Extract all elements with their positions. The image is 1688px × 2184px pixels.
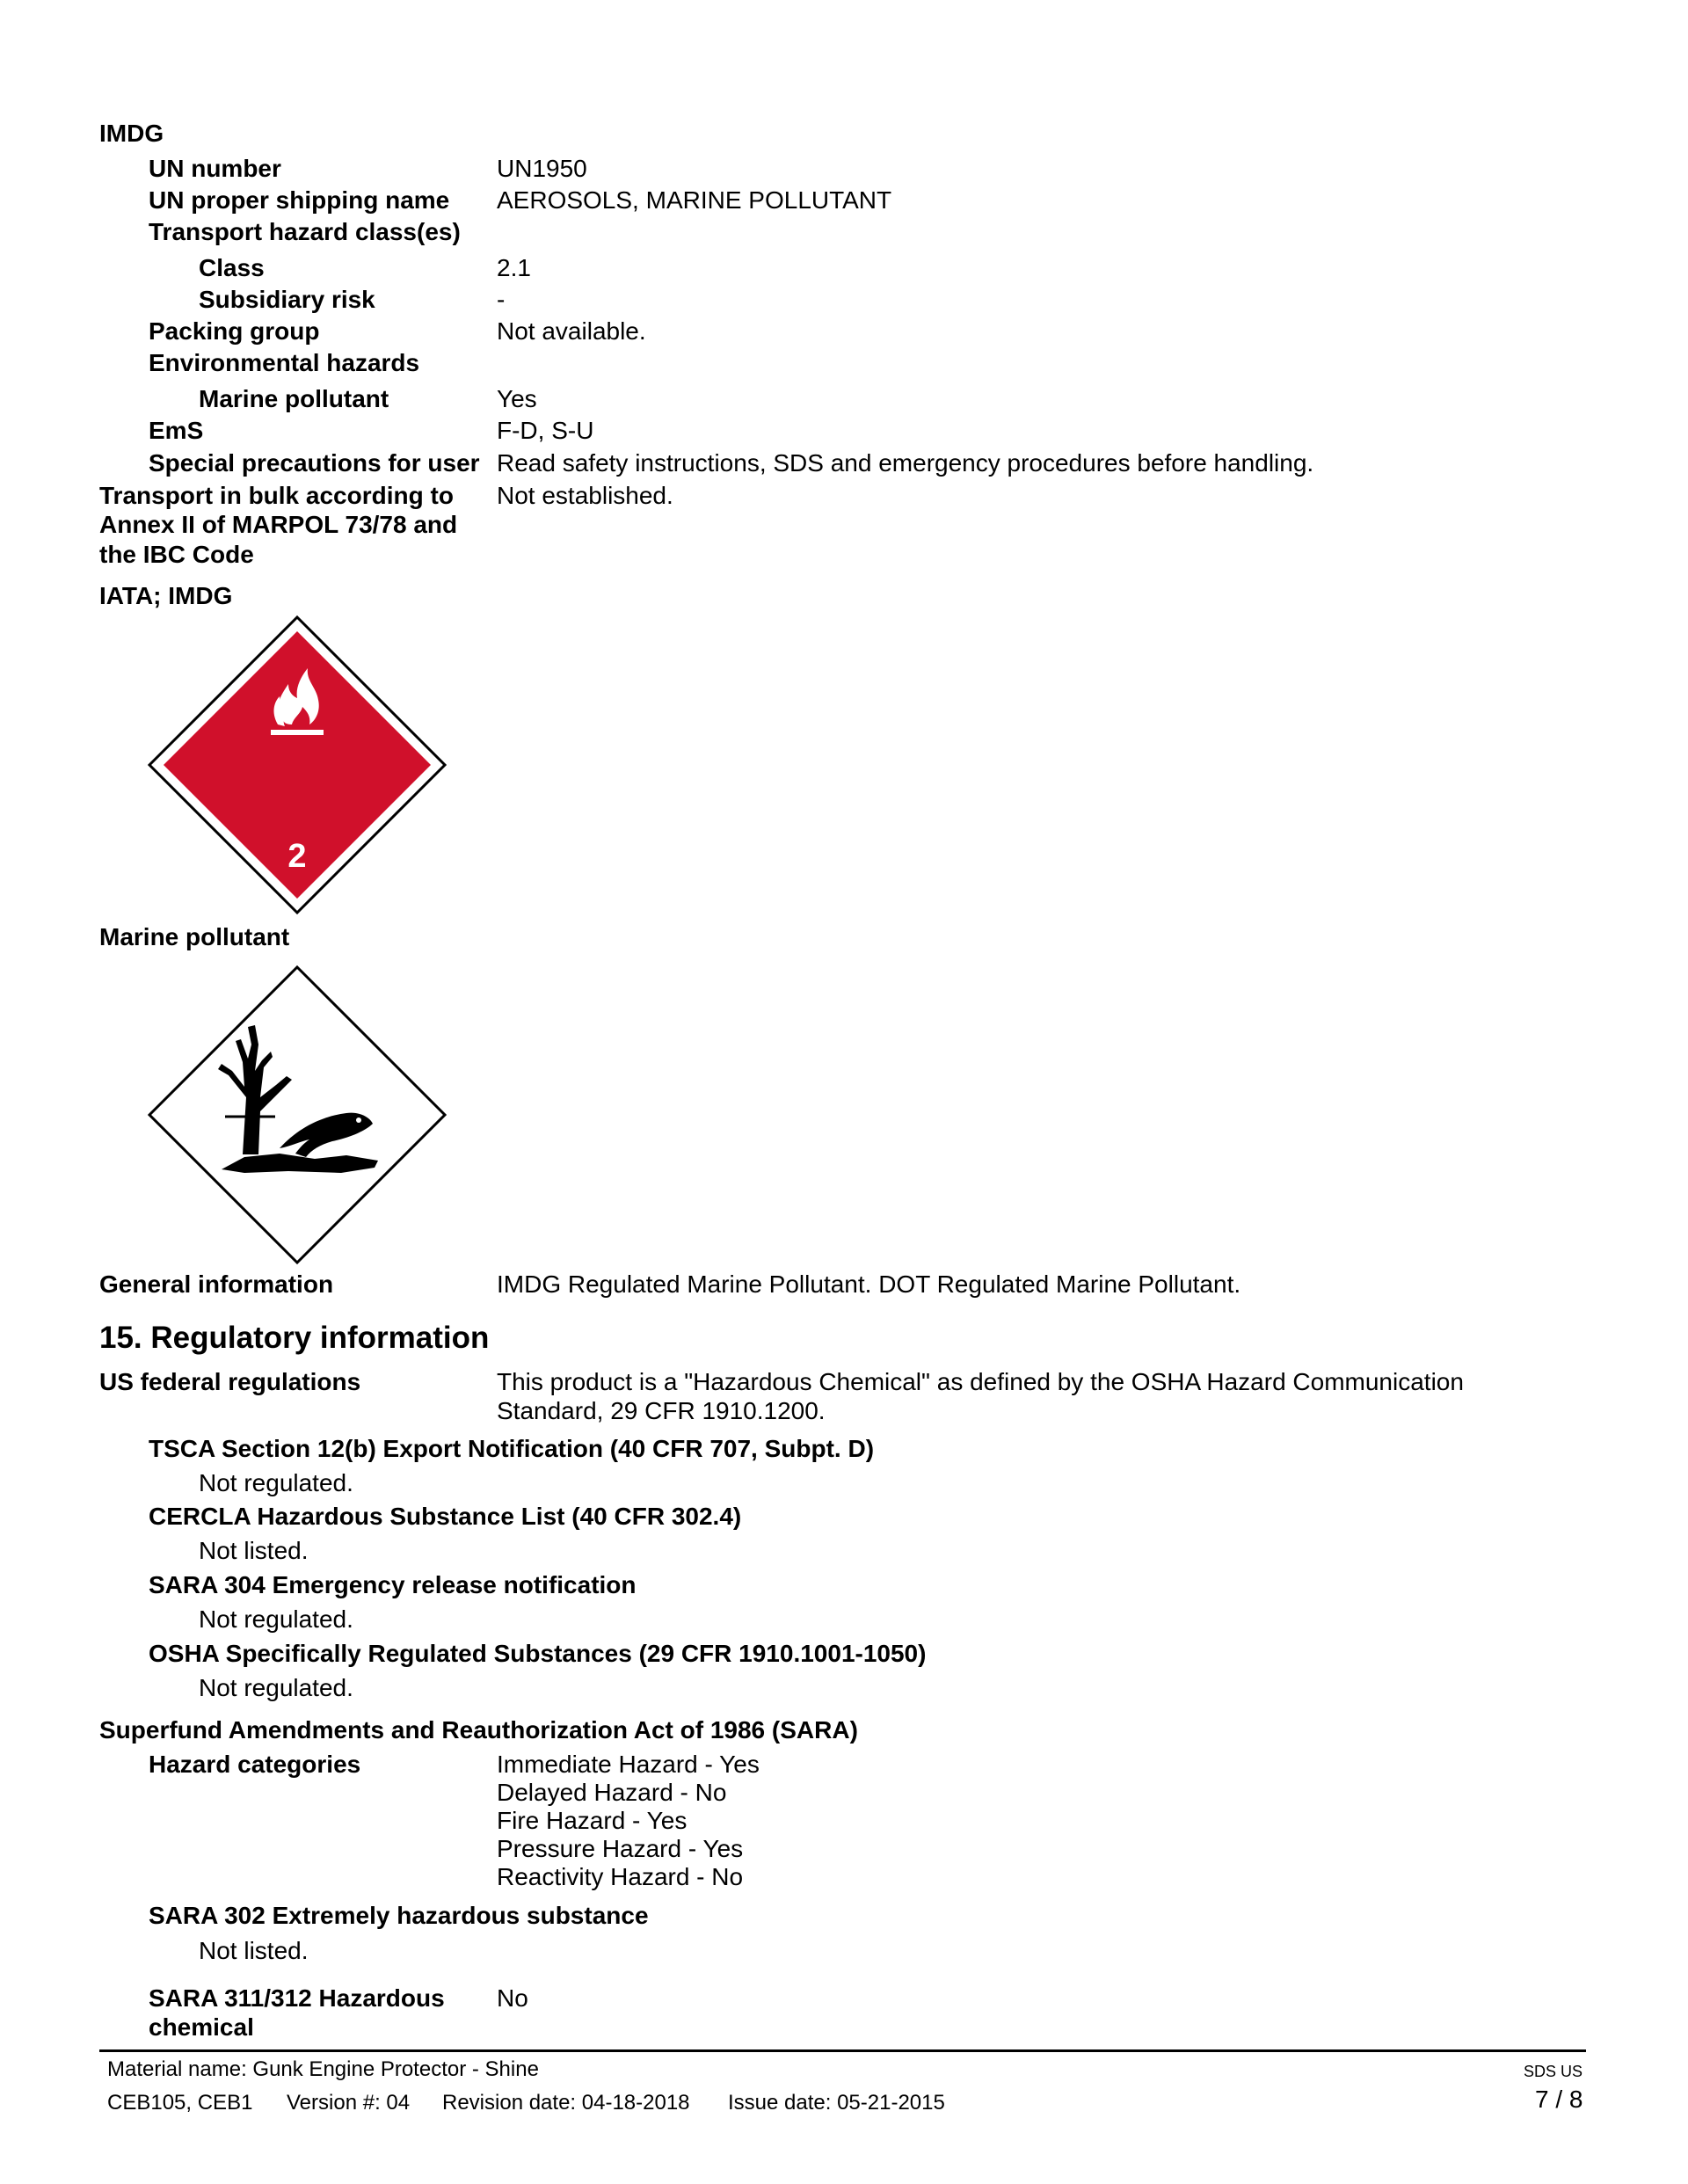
bulk-transport-value: Not established. (497, 482, 673, 509)
flammable-gas-diamond-icon (148, 615, 447, 914)
sara311-label-2: chemical (149, 2013, 254, 2041)
ems-label: EmS (149, 417, 204, 444)
bulk-transport-label-2: Annex II of MARPOL 73/78 and (99, 511, 458, 538)
marine-pollutant-value: Yes (497, 385, 537, 412)
flammable-gas-class-number: 2 (287, 838, 307, 875)
footer-revision: Revision date: 04-18-2018 (442, 2091, 690, 2115)
footer-page-number: 7 / 8 (1535, 2086, 1583, 2113)
shipping-name-value: AEROSOLS, MARINE POLLUTANT (497, 186, 892, 214)
env-hazards-heading: Environmental hazards (149, 349, 420, 376)
sara304-label: SARA 304 Emergency release notification (149, 1571, 637, 1598)
general-info-value: IMDG Regulated Marine Pollutant. DOT Regulated Marine Pollutant. (497, 1270, 1241, 1298)
bulk-transport-label-3: the IBC Code (99, 541, 254, 568)
general-info-label: General information (99, 1270, 334, 1298)
subsidiary-risk-value: - (497, 286, 506, 313)
shipping-name-label: UN proper shipping name (149, 186, 450, 214)
packing-group-value: Not available. (497, 317, 646, 345)
tsca-label: TSCA Section 12(b) Export Notification (40 CFR 707, Subpt. D) (149, 1435, 875, 1462)
osha-value: Not regulated. (199, 1674, 353, 1701)
sara302-value: Not listed. (199, 1937, 309, 1964)
footer-codes: CEB105, CEB1 (107, 2091, 253, 2115)
footer-divider (99, 2049, 1586, 2052)
footer-issue: Issue date: 05-21-2015 (728, 2091, 945, 2115)
un-number-label: UN number (149, 155, 281, 182)
sara311-label-1: SARA 311/312 Hazardous (149, 1984, 445, 2012)
un-number-value: UN1950 (497, 155, 587, 182)
hazard-category-4: Pressure Hazard - Yes (497, 1835, 744, 1862)
marine-pollutant-label: Marine pollutant (199, 385, 389, 412)
special-precautions-label: Special precautions for user (149, 449, 480, 477)
hazard-category-3: Fire Hazard - Yes (497, 1807, 688, 1834)
sara311-value: No (497, 1984, 528, 2012)
class-value: 2.1 (497, 254, 531, 281)
bulk-transport-label-1: Transport in bulk according to (99, 482, 454, 509)
ems-value: F-D, S-U (497, 417, 594, 444)
special-precautions-value: Read safety instructions, SDS and emergency procedures before handling. (497, 449, 1314, 477)
sara302-label: SARA 302 Extremely hazardous substance (149, 1902, 649, 1929)
hazard-category-5: Reactivity Hazard - No (497, 1863, 744, 1890)
subsidiary-risk-label: Subsidiary risk (199, 286, 375, 313)
us-federal-label: US federal regulations (99, 1368, 361, 1395)
footer-version: Version #: 04 (287, 2091, 411, 2115)
footer-sds: SDS US (1524, 2063, 1583, 2080)
hazard-category-1: Immediate Hazard - Yes (497, 1751, 760, 1778)
environment-hazard-diamond-icon (148, 965, 447, 1264)
cercla-label: CERCLA Hazardous Substance List (40 CFR 302.4) (149, 1503, 742, 1530)
marine-pollutant-picto-label: Marine pollutant (99, 923, 290, 950)
imdg-title: IMDG (99, 120, 164, 147)
section-15-title: 15. Regulatory information (99, 1321, 490, 1355)
sara304-value: Not regulated. (199, 1605, 353, 1633)
cercla-value: Not listed. (199, 1537, 309, 1564)
hazard-class-heading: Transport hazard class(es) (149, 218, 461, 245)
osha-label: OSHA Specifically Regulated Substances (29 CFR 1910.1001-1050) (149, 1640, 927, 1667)
footer-material-name: Material name: Gunk Engine Protector - Shine (107, 2057, 539, 2081)
us-federal-value-1: This product is a "Hazardous Chemical" as defined by the OSHA Hazard Communication (497, 1368, 1464, 1395)
tsca-value: Not regulated. (199, 1469, 353, 1496)
hazard-category-2: Delayed Hazard - No (497, 1779, 727, 1806)
packing-group-label: Packing group (149, 317, 320, 345)
class-label: Class (199, 254, 265, 281)
iata-imdg-label: IATA; IMDG (99, 582, 233, 609)
us-federal-value-2: Standard, 29 CFR 1910.1200. (497, 1397, 826, 1424)
sara-heading: Superfund Amendments and Reauthorization Act of 1986 (SARA) (99, 1716, 858, 1744)
hazard-categories-label: Hazard categories (149, 1751, 361, 1778)
